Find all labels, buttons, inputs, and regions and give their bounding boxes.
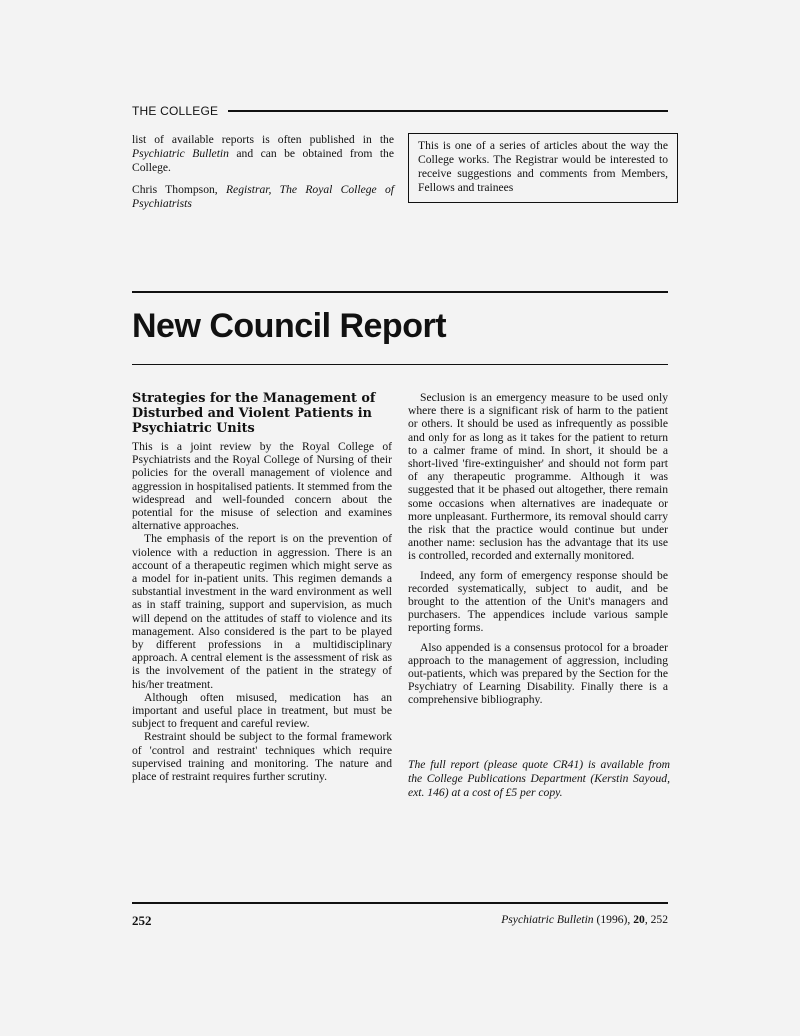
article-paragraph: Also appended is a consensus protocol for a broader approach to the management of aggression, including out-patients, which was prepared by the Section for the Psychiatry of Learning Disability. Finally there is a comprehensive bibliography. (408, 640, 668, 707)
previous-article-tail (132, 133, 394, 219)
signature-name: Chris Thompson, (132, 183, 226, 196)
running-head-label: THE COLLEGE (132, 104, 219, 118)
article-paragraph: Indeed, any form of emergency response should be recorded systematically, subject to audit, and be brought to the attention of the Unit's managers and purchasers. The appendices include various sample reporting forms. (408, 568, 668, 635)
journal-volume: 20 (633, 913, 645, 926)
signature (132, 183, 394, 211)
article-left-column (132, 391, 392, 783)
availability-note: The full report (please quote CR41) is available from the College Publications Department (Kerstin Sayoud, ext. 146) at a cost of £5 per copy. (408, 758, 670, 799)
journal-title: Psychiatric Bulletin (132, 147, 229, 160)
article-right-column (408, 391, 668, 707)
paragraph-text: and can be obtained from the College. (132, 147, 394, 174)
footer-rule (132, 902, 668, 904)
series-info-box: This is one of a series of articles about the way the College works. The Registrar would be interested to receive suggestions and comments from Members, Fellows and trainees (408, 133, 678, 203)
article-heading: Strategies for the Management of Disturbed and Violent Patients in Psychiatric Units (132, 391, 376, 436)
article-paragraph: The emphasis of the report is on the prevention of violence with a reduction in aggression. There is an account of a therapeutic regimen which might serve as a model for in-patient units. This regimen demands a substantial investment in the ward environment as well as in staff training, support and supervision, as much will depend on the attitudes of staff to violence and its management. Also considered is the part to be played by different professions in a multidisciplinary approach. A central element is the assessment of risk as is the involvement of the patient in the strategy of his/her treatment. (132, 532, 392, 691)
running-head (132, 104, 668, 118)
title-top-rule (132, 291, 668, 293)
article-paragraph: Although often misused, medication has an important and useful place in treatment, but must be subject to frequent and careful review. (132, 690, 392, 731)
article-paragraph: Restraint should be subject to the formal framework of 'control and restraint' techniques which require supervised training and monitoring. The nature and place of restraint requires further scrutiny. (132, 730, 392, 784)
journal-year: (1996), (593, 913, 634, 926)
article-paragraph: Seclusion is an emergency measure to be used only where there is a significant risk of harm to the patient or others. It should be used as infrequently as possible and only for as long as it takes for the patient to return to a calmer frame of mind. In short, it should be a short-lived 'fire-extinguisher' and should not form part of any therapeutic programme. Although it was suggested that it be phased out altogether, there remain some occasions when alternatives are inadequate or more unpleasant. Furthermore, its removal should carry the risk that the practice would continue but under another name: seclusion has the advantage that its use is controlled, recorded and externally monitored. (408, 391, 668, 563)
paragraph-text: list of available reports is often published in the (132, 133, 394, 146)
article-paragraph: This is a joint review by the Royal College of Psychiatrists and the Royal College of Nursing of their policies for the overall management of violence and aggression in hospitalised patients. It stemmed from the widespread and well-founded concern about the potential for the misuse of selection and examines alternative approaches. (132, 440, 392, 533)
journal-page: , 252 (644, 913, 668, 926)
journal-citation (501, 913, 668, 926)
previous-article-paragraph (132, 133, 394, 175)
journal-name: Psychiatric Bulletin (501, 913, 594, 926)
running-head-rule (228, 110, 668, 112)
page-title: New Council Report (132, 307, 447, 345)
signature-role: Registrar, The Royal College of Psychiatrists (132, 183, 394, 210)
title-bottom-rule (132, 364, 668, 365)
page-number: 252 (132, 913, 152, 928)
